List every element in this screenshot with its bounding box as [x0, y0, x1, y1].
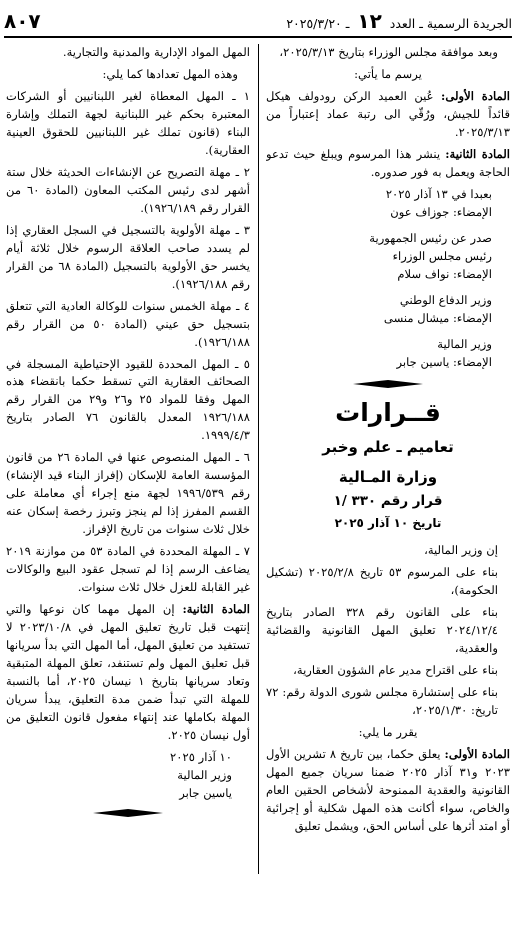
signature-president	[266, 186, 510, 222]
signature-line: الإمضاء: ميشال منسى	[383, 310, 492, 325]
list-item: ٦ ـ المهل المنصوص عنها في المادة ٢٦ من قانون المؤسسة العامة للإسكان (إفراز البناء قيد الإنشاء) رقم ١٩٩٦/٥٣٩ لجهة منع إجراء أي معاملة على القسم المفرز إذا لم ينجز وتبرز رخصة إسكان عنه خلال ثلاث سنوات من تاريخ الإفراز.	[6, 450, 250, 537]
paragraph: يرسم ما يأتي:	[354, 66, 422, 81]
ornament-icon	[93, 809, 163, 817]
article-label: المادة الأولى:	[444, 746, 510, 761]
section-subheading: تعاميم ـ علم وخبر	[322, 438, 454, 457]
article-text: ينشر هذا المرسوم ويبلغ حيث تدعو الحاجة ويعمل به فور صدوره.	[266, 146, 510, 179]
signature-line: الإمضاء: جوزاف عون	[390, 204, 492, 219]
signature-line: ١٠ آذار ٢٠٢٥	[170, 749, 232, 764]
article-label: المادة الثانية:	[445, 146, 510, 161]
paragraph: بناء على اقتراح مدير عام الشؤون العقارية،	[293, 663, 498, 678]
left-column	[6, 44, 250, 930]
paragraph: بناء على إستشارة مجلس شورى الدولة رقم: ٧٢ تاريخ: ٢٠٢٥/١/٣٠،	[266, 685, 498, 718]
signature-line: ياسين جابر	[179, 785, 232, 800]
header-date: ـ ٢٠٢٥/٣/٢٠	[286, 15, 350, 31]
header-title: الجريدة الرسمية ـ العدد	[389, 15, 512, 31]
paragraph: يقرر ما يلي:	[358, 724, 418, 739]
list-item: ٣ ـ مهلة الأولوية بالتسجيل في السجل العقاري إذا لم يسدد صاحب العلاقة الرسوم خلال ثلاثة أيام يخسر حق الأولوية بالتسجيل (المادة ٦٨ من القرار رقم ١٩٢٦/١٨٨).	[6, 222, 250, 291]
list-item: ٧ ـ المهلة المحددة في المادة ٥٣ من موازنة ٢٠١٩ يضاعف الرسم إذا لم تسجل عقود البيع والوكالات غير القابلة للعزل خلال ثلاث سنوات.	[6, 544, 250, 595]
section-heading: قــرارات	[335, 397, 441, 427]
right-column	[266, 44, 510, 930]
paragraph: وبعد موافقة مجلس الوزراء بتاريخ ٢٠٢٥/٣/١٣،	[279, 45, 498, 59]
ministry-heading: وزارة المـالية	[338, 467, 438, 486]
list-item: ٥ ـ المهل المحددة للقيود الإحتياطية المسجلة في الصحائف العقارية التي تسقط حكما بانقضاء هذه المهل وفقا للمواد ٢٥ و٢٦ و٢٩ من القرار رقم ١٩٢٦/١٨٨ المعدل بالقانون ٧٦ الصادر بتاريخ ١٩٩٩/٤/٣.	[6, 356, 250, 443]
signature-line: رئيس مجلس الوزراء	[392, 248, 492, 263]
decision-article-first	[266, 746, 510, 836]
signature-line: وزير المالية	[437, 336, 492, 351]
paragraph: وهذه المهل تعدادها كما يلي:	[102, 66, 238, 81]
header-title-block	[286, 6, 512, 37]
article-label: المادة الأولى:	[441, 88, 510, 103]
paragraph: المهل المواد الإدارية والمدنية والتجارية.	[62, 45, 250, 59]
decision-number: قرار رقم ٣٣٠ /١	[333, 492, 443, 509]
ornament-icon	[353, 380, 423, 388]
signature-finance-decision	[6, 749, 250, 803]
article-text: يعلق حكما، بين تاريخ ٨ تشرين الأول ٢٠٢٣ و٣١ آذار ٢٠٢٥ ضمنا سريان جميع المهل القانونية والعقدية الممنوحة لأشخاص الحقين العام والخاص، سواء أكانت هذه المهل شكلية أو إجرائية أو امتد أثرها على أساس الحق، ويشمل تعليق	[266, 746, 510, 833]
signature-line: الإمضاء: ياسين جابر	[396, 354, 492, 369]
signature-line: صدر عن رئيس الجمهورية	[369, 230, 492, 245]
paragraph: بناء على المرسوم ٥٣ تاريخ ٢٠٢٥/٢/٨ (تشكيل الحكومة)،	[266, 565, 498, 598]
article-second	[6, 601, 250, 745]
list-item: ٤ ـ مهلة الخمس سنوات للوكالة العادية التي تتعلق بتسجيل حق عيني (المادة ٥٠ من القرار رقم ١٩٢٦/١٨٨).	[6, 298, 250, 349]
ornament-divider	[266, 380, 510, 388]
signature-line: وزير الدفاع الوطني	[399, 292, 492, 307]
decision-date: تاريخ ١٠ آذار ٢٠٢٥	[334, 515, 442, 530]
signature-defense	[266, 292, 510, 328]
signature-line: وزير المالية	[177, 767, 232, 782]
signature-line: بعبدا في ١٣ آذار ٢٠٢٥	[385, 186, 492, 201]
page-header	[4, 6, 512, 38]
signature-pm	[266, 230, 510, 284]
article-text: عُين العميد الركن رودولف هيكل قائداً للجيش، ورُقّي الى رتبة عماد إعتباراً من ٢٠٢٥/٣/١٣.	[266, 88, 510, 139]
list-item: ١ ـ المهل المعطاة لغير اللبنانيين أو الشركات المعتبرة بحكم غير اللبنانية لجهة التملك وإشارة البناء (قانون تملك غير اللبنانيين للحقوق العينية العقارية).	[6, 88, 250, 157]
column-divider	[258, 44, 259, 874]
article-label: المادة الثانية:	[182, 602, 250, 617]
signature-line: الإمضاء: نواف سلام	[397, 266, 492, 281]
article-second	[266, 146, 510, 182]
ornament-divider	[6, 809, 250, 817]
article-first	[266, 88, 510, 142]
signature-finance	[266, 336, 510, 372]
article-text: إن المهل مهما كان نوعها والتي إنتهت قبل تاريخ تعليق المهل في ٢٠٢٣/١٠/٨ لا تستفيد من تعليق المهل، أما المهل التي بدأ سريانها قبل تعليق المهل ولم تستنفد، تعلق المهلة المتبقية وتعاد سريانها بتاريخ ١ نيسان ٢٠٢٥، أما بالنسبة للمهلة التي تبدأ ضمن مدة التعليق، يبدأ سريان المهلة بكاملها عند إنتهاء مفعول قانون التعليق من أول نيسان ٢٠٢٥.	[6, 602, 250, 742]
paragraph: بناء على القانون رقم ٣٢٨ الصادر بتاريخ ٢٠٢٤/١٢/٤ تعليق المهل القانونية والقضائية والعقدية،	[266, 605, 499, 656]
issue-number: ١٢	[357, 8, 382, 33]
list-item: ٢ ـ مهلة التصريح عن الإنشاءات الحديثة خلال ستة أشهر لدى رئيس المكتب المعاون (المادة ٦٠ من القرار رقم ١٩٢٦/١٨٩).	[6, 164, 250, 215]
page-number: ٨٠٧	[4, 8, 41, 33]
paragraph: إن وزير المالية،	[424, 543, 498, 558]
